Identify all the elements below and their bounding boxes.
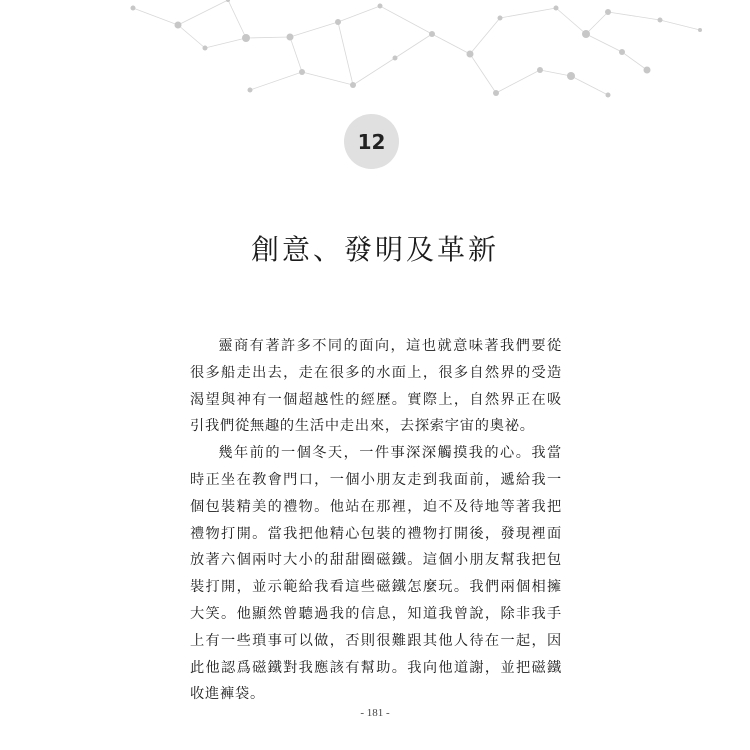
paragraph: 幾年前的一個冬天，一件事深深觸摸我的心。我當時正坐在教會門口，一個小朋友走到我面前，遞給我一個包裝精美的禮物。他站在那裡，迫不及待地等著我把禮物打開。當我把他精心包裝的禮物打開後，發現裡面放著六個兩吋大小的甜甜圈磁鐵。這個小朋友幫我把包裝打開，並示範給我看這些磁鐵怎麼玩。我們兩個相擁大笑。他顯然曾聽過我的信息，知道我曾說，除非我手上有一些瑣事可以做，否則很難跟其他人待在一起，因此他認爲磁鐵對我應該有幫助。我向他道謝，並把磁鐵收進褲袋。 bbox=[190, 445, 562, 703]
body-text bbox=[190, 333, 562, 708]
chapter-number: 12 bbox=[357, 129, 386, 154]
chapter-number-badge bbox=[344, 114, 399, 169]
paragraph: 靈商有著許多不同的面向，這也就意味著我們要從很多船走出去，走在很多的水面上，很多自然界的受造渴望與神有一個超越性的經歷。實際上，自然界正在吸引我們從無趣的生活中走出來，去探索宇宙的奧祕。 bbox=[190, 338, 562, 435]
chapter-title: 創意、發明及革新 bbox=[250, 233, 499, 266]
page-number: - 181 - bbox=[360, 707, 390, 719]
